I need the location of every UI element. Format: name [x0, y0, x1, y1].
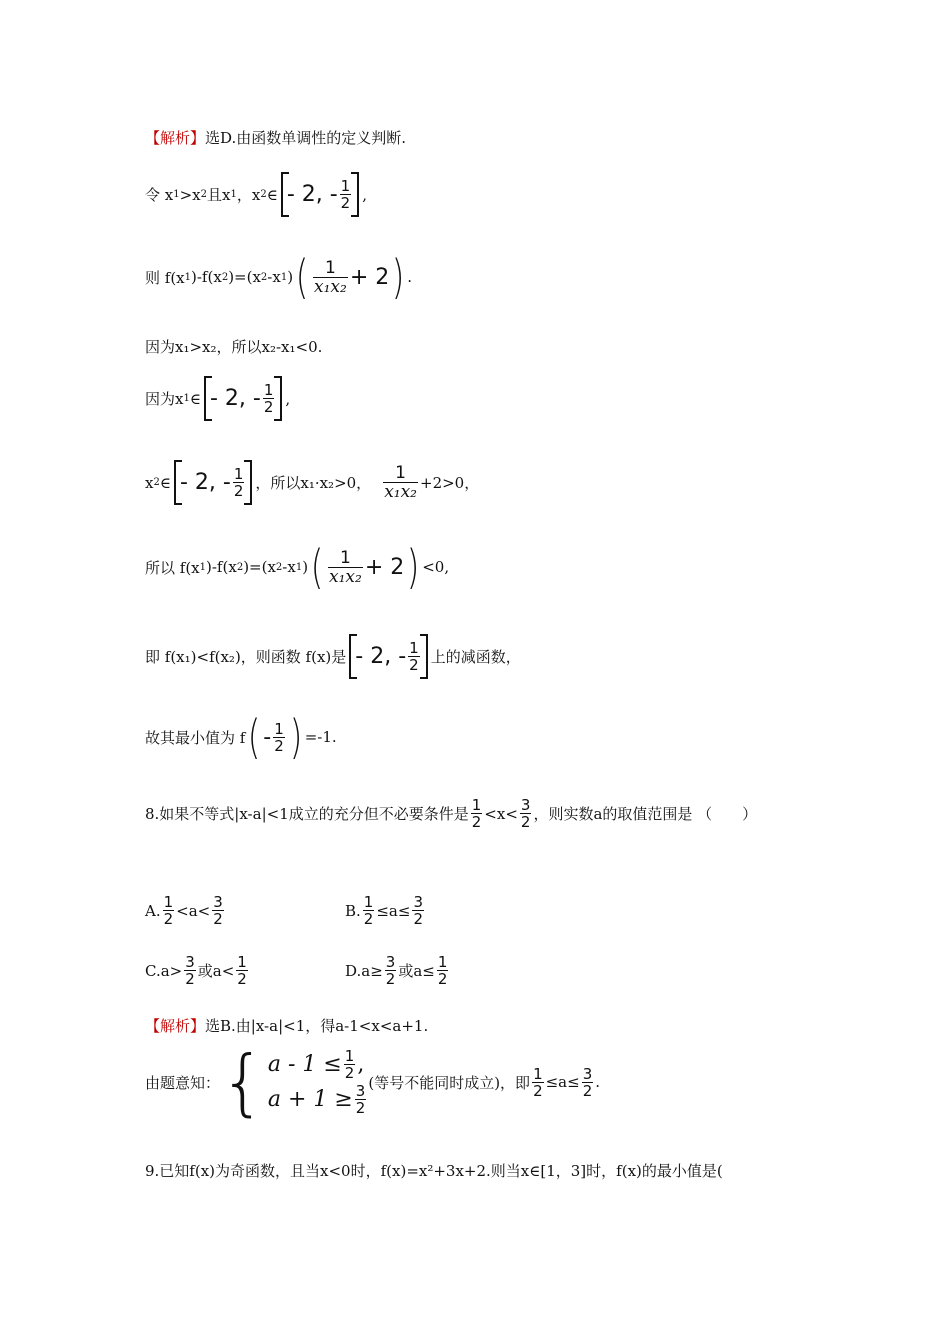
- minimum-line: [145, 710, 337, 764]
- denominator: 2: [237, 970, 247, 988]
- numerator: 1: [363, 893, 374, 911]
- option-c[interactable]: [145, 954, 250, 987]
- numerator: 1: [437, 953, 448, 971]
- text: 故其最小值为 f: [145, 728, 246, 747]
- text: ,: [357, 1052, 365, 1077]
- option-label: C.a>: [145, 961, 183, 980]
- numerator: 3: [520, 796, 531, 814]
- text: ≤a≤: [376, 901, 411, 920]
- fraction: [163, 894, 175, 927]
- subscript: 1: [184, 271, 192, 283]
- x1-interval-line: [145, 376, 290, 421]
- denominator: 2: [233, 482, 244, 500]
- difference-line: [145, 250, 412, 304]
- numerator: 3: [213, 893, 223, 911]
- fraction: [328, 549, 363, 586]
- text: =-1.: [304, 728, 337, 746]
- fraction: [273, 721, 285, 754]
- text: )=(x: [228, 268, 261, 286]
- x2-interval-line: [145, 460, 479, 505]
- analysis-tag: 【解析】: [145, 129, 206, 147]
- text: 因为x: [145, 390, 184, 408]
- subscript: 2: [153, 477, 160, 488]
- text: x: [145, 473, 154, 492]
- text: ∈: [189, 389, 201, 408]
- text: ，x: [236, 186, 261, 204]
- denominator: x₁x₂: [384, 482, 417, 502]
- subscript: 1: [173, 189, 180, 200]
- inequality-system: { a - 1 ≤ $\frac{1}{2}$ , a + 1 ≥ $\frac{3}{2}$: [220, 1046, 368, 1118]
- text: ∈: [159, 473, 171, 492]
- numerator: 1: [340, 547, 351, 568]
- text: 8.如果不等式|x-a|<1成立的充分但不必要条件是: [145, 805, 469, 823]
- because-line: [145, 336, 322, 357]
- numerator: 1: [340, 177, 351, 195]
- denominator: 2: [163, 910, 174, 928]
- numerator: 1: [163, 893, 174, 911]
- fraction: [263, 382, 275, 415]
- text: ,: [285, 389, 291, 408]
- text: 则 f(x: [145, 268, 185, 287]
- interval-bracket: [349, 634, 427, 679]
- text: )-f(x: [191, 268, 222, 286]
- paren-expression: ( - $\frac{1}{2}$ ): [248, 710, 303, 764]
- numerator: 3: [355, 1082, 366, 1100]
- denominator: 2: [340, 194, 351, 212]
- interval-bracket: [174, 460, 252, 505]
- numerator: 1: [263, 381, 274, 399]
- numerator: 1: [409, 639, 419, 657]
- numerator: 1: [533, 1064, 543, 1083]
- subscript: 2: [275, 561, 283, 573]
- fraction: [532, 1066, 544, 1099]
- paren-expression: ( $\frac{1}{\text{x₁x₂}}$ + 2 ): [310, 540, 420, 594]
- denominator: 2: [185, 970, 195, 988]
- subscript: 2: [260, 189, 267, 200]
- text: ): [287, 268, 294, 286]
- therefore-line: [145, 540, 450, 594]
- fraction: [520, 797, 532, 830]
- fraction: [344, 1048, 356, 1081]
- fraction: [340, 178, 352, 211]
- interval-text: - 2, -: [355, 644, 407, 669]
- text: 令 x: [145, 186, 174, 204]
- fraction: [471, 797, 483, 830]
- denominator: 2: [533, 1081, 543, 1100]
- fraction: [408, 640, 420, 673]
- text: 上的减函数，: [430, 648, 521, 666]
- text: 9.已知f(x)为奇函数，且当x<0时，f(x)=x²+3x+2.则当x∈[1，3]时，f(x)的最小值是(: [145, 1162, 723, 1180]
- numerator: 1: [471, 796, 482, 814]
- let-line: [145, 172, 367, 217]
- subscript: 2: [221, 271, 229, 283]
- fraction: [184, 954, 196, 987]
- denominator: 2: [413, 910, 423, 928]
- interval-bracket: [204, 376, 282, 421]
- text: ，则实数a的取值范围是 （ ）: [533, 805, 758, 823]
- text: 所以 f(x: [145, 558, 200, 577]
- text: + 2: [364, 554, 405, 580]
- system-row-1: [268, 1048, 369, 1081]
- interval-text: - 2, -: [209, 386, 261, 411]
- numerator: 1: [395, 463, 406, 483]
- text: <a<: [176, 901, 211, 920]
- denominator: 2: [355, 1099, 366, 1117]
- text: a + 1 ≥: [267, 1087, 353, 1112]
- denominator: 2: [409, 656, 419, 674]
- paren-expression: ( $\frac{1}{\text{x₁x₂}}$ + 2 ): [295, 250, 405, 304]
- subscript: 1: [230, 189, 237, 200]
- denominator: 2: [582, 1081, 593, 1100]
- interval-text: - 2, -: [179, 470, 231, 495]
- text: <0,: [422, 558, 450, 576]
- denominator: x₁x₂: [314, 276, 347, 297]
- denominator: 2: [437, 970, 448, 988]
- analysis-line-1: [145, 127, 406, 148]
- analysis-tag: 【解析】: [145, 1017, 206, 1035]
- text: ∈: [266, 185, 278, 204]
- denominator: 2: [263, 398, 274, 416]
- subscript: 2: [260, 271, 268, 283]
- text: -: [263, 724, 272, 750]
- option-d[interactable]: [345, 954, 450, 987]
- text: ,: [362, 185, 367, 204]
- fraction: [363, 894, 375, 927]
- text: 或a<: [197, 962, 235, 980]
- text: 即 f(x₁)<f(x₂)，则函数 f(x)是: [145, 648, 347, 666]
- fraction: [236, 954, 248, 987]
- numerator: 3: [582, 1064, 593, 1083]
- option-label: A.: [145, 901, 161, 920]
- question-8: [145, 797, 757, 830]
- denominator: 2: [520, 813, 531, 831]
- subscript: 2: [236, 561, 244, 573]
- fraction: [233, 466, 245, 499]
- numerator: 1: [344, 1047, 355, 1065]
- denominator: x₁x₂: [329, 566, 362, 587]
- text: )-f(x: [206, 558, 237, 576]
- numerator: 3: [385, 953, 396, 971]
- analysis-text: 选B.由|x-a|<1，得a-1<x<a+1.: [205, 1017, 429, 1035]
- text: -x: [282, 558, 296, 576]
- denominator: 2: [363, 910, 374, 928]
- text: )=(x: [243, 558, 276, 576]
- analysis-text: 选D.由函数单调性的定义判断.: [205, 129, 407, 147]
- text: >x: [179, 185, 201, 204]
- fraction: [212, 894, 224, 927]
- interval-text: - 2, -: [286, 182, 338, 207]
- subscript: 1: [295, 561, 303, 573]
- decreasing-line: [145, 634, 521, 679]
- text: <x<: [484, 804, 518, 823]
- numerator: 3: [185, 953, 195, 971]
- denominator: 2: [213, 910, 223, 928]
- subscript: 2: [200, 189, 208, 200]
- text: a - 1 ≤: [267, 1052, 342, 1077]
- option-label: D.a≥: [345, 961, 383, 980]
- text: ): [302, 558, 309, 576]
- text: ，所以x₁·x₂>0，: [255, 474, 372, 492]
- fraction: [383, 464, 418, 501]
- text: .: [407, 268, 412, 286]
- option-b[interactable]: [345, 894, 426, 927]
- denominator: 2: [274, 736, 284, 755]
- text: .: [595, 1073, 601, 1091]
- text: (等号不能同时成立)，即: [368, 1073, 531, 1092]
- numerator: 1: [233, 465, 244, 483]
- numerator: 1: [274, 719, 284, 738]
- fraction: [437, 954, 449, 987]
- question-9: [145, 1160, 723, 1181]
- text: -x: [267, 268, 281, 286]
- system-row-2: [268, 1083, 369, 1116]
- subscript: 1: [199, 561, 207, 573]
- interval-bracket: [281, 172, 359, 217]
- subscript: 1: [280, 271, 288, 283]
- denominator: 2: [385, 970, 396, 988]
- denominator: 2: [344, 1064, 355, 1082]
- text: ≤a≤: [545, 1073, 580, 1091]
- fraction: [412, 894, 424, 927]
- fraction: [582, 1066, 594, 1099]
- text: 由题意知：: [145, 1073, 221, 1092]
- numerator: 1: [325, 257, 336, 278]
- text: 且x: [207, 186, 231, 204]
- text: 因为x₁>x₂，所以x₂-x₁<0.: [145, 338, 323, 356]
- fraction: [313, 259, 348, 296]
- fraction: [385, 954, 397, 987]
- analysis-q8-line-2: [145, 1040, 601, 1124]
- option-label: B.: [345, 901, 361, 920]
- subscript: 1: [183, 393, 190, 404]
- fraction: [355, 1083, 367, 1116]
- analysis-q8-line-1: [145, 1015, 428, 1036]
- text: +2>0，: [420, 474, 480, 492]
- numerator: 1: [237, 953, 247, 971]
- text: 或a≤: [398, 962, 435, 980]
- option-a[interactable]: [145, 894, 226, 927]
- numerator: 3: [413, 893, 423, 911]
- denominator: 2: [471, 813, 482, 831]
- text: + 2: [349, 264, 390, 290]
